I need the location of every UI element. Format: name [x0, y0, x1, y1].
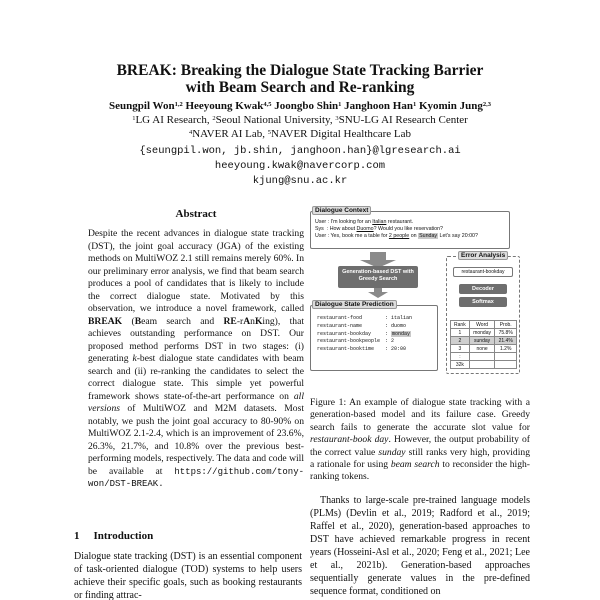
affiliation-line-2: $^4$NAVER AI Lab, $^5$NAVER Digital Healthcare Lab: [188, 128, 412, 140]
slot-row: restaurant-booktime : 20:00: [317, 346, 407, 353]
email[interactable]: kjung@snu.ac.kr: [252, 175, 348, 187]
abstract-heading: Abstract: [175, 208, 217, 220]
generation-dst-block: Generation-based DST with Greedy Search: [338, 266, 418, 288]
author: Janghoon Han$^1$: [344, 100, 417, 112]
error-slot-label: restaurant-bookday: [453, 267, 513, 277]
author: Heeyoung Kwak$^{4,5}$: [185, 100, 272, 112]
slot-row: restaurant-name : duomo: [317, 322, 407, 329]
figure-caption: Figure 1: An example of dialogue state tracking with a generation-based model and its failure case. Greedy search fails to generate the accurate slot value for restaurant-book day. However, the output probability of the correct value sunday still ranks very high, providing a rationale for using beam search to reconsider the high-ranking tokens.: [310, 397, 531, 483]
email-list: [0, 144, 600, 189]
author: Seungpil Won$^{1,2}$: [109, 100, 183, 112]
prediction-title: Dialogue State Prediction: [312, 300, 397, 309]
figure-1: [308, 206, 532, 384]
section-heading: 1 Introduction: [74, 530, 154, 542]
rank-table: Rank Word Prob. 1 monday 75.8% 2 sunday 21.4% 3 none 1.2% : 32k: [450, 320, 517, 369]
error-analysis-title: Error Analysis: [458, 251, 508, 260]
affiliations: [0, 113, 600, 141]
code-link[interactable]: https://github.com/tony-won/DST-BREAK.: [88, 466, 304, 489]
rank-row: 1 monday 75.8%: [451, 329, 517, 337]
affiliation-line-1: $^1$LG AI Research, $^2$Seoul National University, $^3$SNU-LG AI Research Center: [132, 114, 468, 126]
slot-row: restaurant-food : italian: [317, 315, 413, 321]
slot-row: restaurant-bookday : monday: [317, 330, 411, 337]
author: Joongbo Shin$^1$: [274, 100, 342, 112]
dialogue-turn: User : Yes, book me a table for 2 people on Sunday Let's say 20:00?: [315, 233, 478, 239]
rank-row: 3 none 1.2%: [451, 345, 517, 353]
rank-row: :: [451, 353, 517, 361]
title-line-2: with Beam Search and Re-ranking: [185, 79, 415, 96]
dialogue-context-box: [310, 211, 510, 249]
dialogue-turn: Sys : How about Duomo? Would you like reservation?: [315, 226, 443, 232]
title-line-1: BREAK: Breaking the Dialogue State Tracking Barrier: [116, 62, 484, 79]
dialogue-turn: User : I'm looking for an Italian restaurant.: [315, 219, 414, 225]
rank-row: 32k: [451, 361, 517, 369]
error-analysis-box: [446, 256, 520, 374]
email[interactable]: {seungpil.won, jb.shin, janghoon.han}@lgresearch.ai: [139, 145, 461, 157]
email[interactable]: heeyoung.kwak@navercorp.com: [214, 160, 386, 172]
context-title: Dialogue Context: [312, 206, 371, 215]
author: Kyomin Jung$^{2,3}$: [418, 100, 491, 112]
slot-row: restaurant-bookpeople : 2: [317, 338, 395, 345]
paper-title: [0, 62, 600, 96]
prediction-box: [310, 305, 438, 371]
author-list: [0, 99, 600, 113]
rank-row: 2 sunday 21.4%: [451, 337, 517, 345]
down-arrow-icon: [366, 288, 390, 298]
decoder-block: Decoder: [459, 284, 507, 294]
body-paragraph: Thanks to large-scale pre-trained language models (PLMs) (Devlin et al., 2019; Radford et al., 2019; Raffel et al., 2020), generation-based approaches to DST have achieved remarkable progress in recent years (Hosseini-Asl et al., 2020; Feng et al., 2021; Lee et al., 2021b). Generation-based approaches sequentially generate values in the pre-defined sequence format, conditioned on: [310, 495, 530, 597]
abstract-body: Despite the recent advances in dialogue state tracking (DST), the joint goal accuracy (JGA) of the existing methods on MultiWOZ 2.1 still remains merely 60%. In our preliminary error analysis, we find that beam search produces a pool of candidates that is likely to include the correct dialogue state. Motivated by this observation, we introduce a novel framework, called BREAK (Beam search and RE-rAnKing), that achieves outstanding performance on DST. Our proposed method performs DST in two stages: (i) generating k-best dialogue state candidates with beam search and (ii) re-ranking the candidates to select the correct dialogue state. This simple yet powerful framework shows state-of-the-art performance on all versions of MultiWOZ and M2M datasets. Most notably, we push the joint goal accuracy to 80-90% on MultiWOZ 2.1-2.4, which is an improvement of 23.6%, 26.3%, 21.7%, and 10.8% over the previous best-performing models, respectively. The data and code will be available at https://github.com/tony-won/DST-BREAK.: [88, 228, 305, 489]
softmax-block: Softmax: [459, 297, 507, 307]
intro-paragraph: Dialogue state tracking (DST) is an essential component of task-oriented dialogue (TOD) systems to help users achieve their specific goals, such as booking restaurants or finding attrac-: [74, 551, 302, 600]
